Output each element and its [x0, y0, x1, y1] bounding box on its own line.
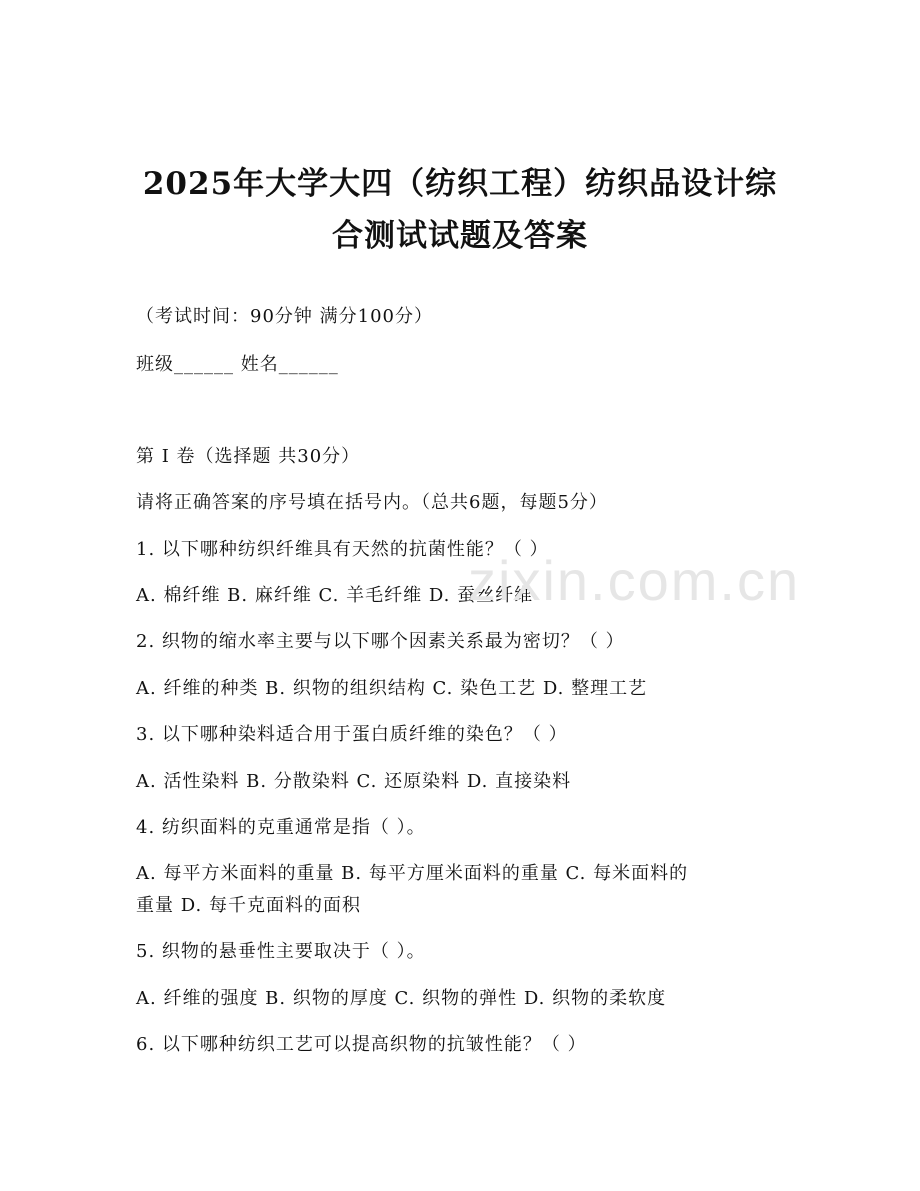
question-4-options-line-2: 重量 D. 每千克面料的面积 [136, 895, 361, 916]
question-3-stem: 3. 以下哪种染料适合用于蛋白质纤维的染色？（ ） [136, 724, 568, 745]
question-1-stem: 1. 以下哪种纺织纤维具有天然的抗菌性能？（ ） [136, 539, 549, 560]
section-instruction: 请将正确答案的序号填在括号内。（总共6题，每题5分） [136, 492, 608, 513]
question-5-options: A. 纤维的强度 B. 织物的厚度 C. 织物的弹性 D. 织物的柔软度 [136, 988, 667, 1009]
question-5-stem: 5. 织物的悬垂性主要取决于（ ）。 [136, 941, 426, 962]
class-name-fields: 班级______ 姓名______ [136, 354, 339, 375]
question-2-stem: 2. 织物的缩水率主要与以下哪个因素关系最为密切？（ ） [136, 631, 625, 652]
question-4-options-line-1: A. 每平方米面料的重量 B. 每平方厘米面料的重量 C. 每米面料的 [136, 863, 689, 884]
question-4-stem: 4. 纺织面料的克重通常是指（ ）。 [136, 817, 426, 838]
exam-title-line-1: 2025年大学大四（纺织工程）纺织品设计综 [142, 166, 778, 202]
question-1-options: A. 棉纤维 B. 麻纤维 C. 羊毛纤维 D. 蚕丝纤维 [136, 585, 534, 606]
question-2-options: A. 纤维的种类 B. 织物的组织结构 C. 染色工艺 D. 整理工艺 [136, 678, 648, 699]
exam-title-line-2: 合测试试题及答案 [332, 218, 588, 254]
question-3-options: A. 活性染料 B. 分散染料 C. 还原染料 D. 直接染料 [136, 771, 572, 792]
section-heading: 第 I 卷（选择题 共30分） [136, 446, 361, 467]
exam-info: （考试时间：90分钟 满分100分） [136, 306, 433, 327]
watermark: zixin.com.cn [468, 549, 801, 612]
question-6-stem: 6. 以下哪种纺织工艺可以提高织物的抗皱性能？（ ） [136, 1034, 587, 1055]
